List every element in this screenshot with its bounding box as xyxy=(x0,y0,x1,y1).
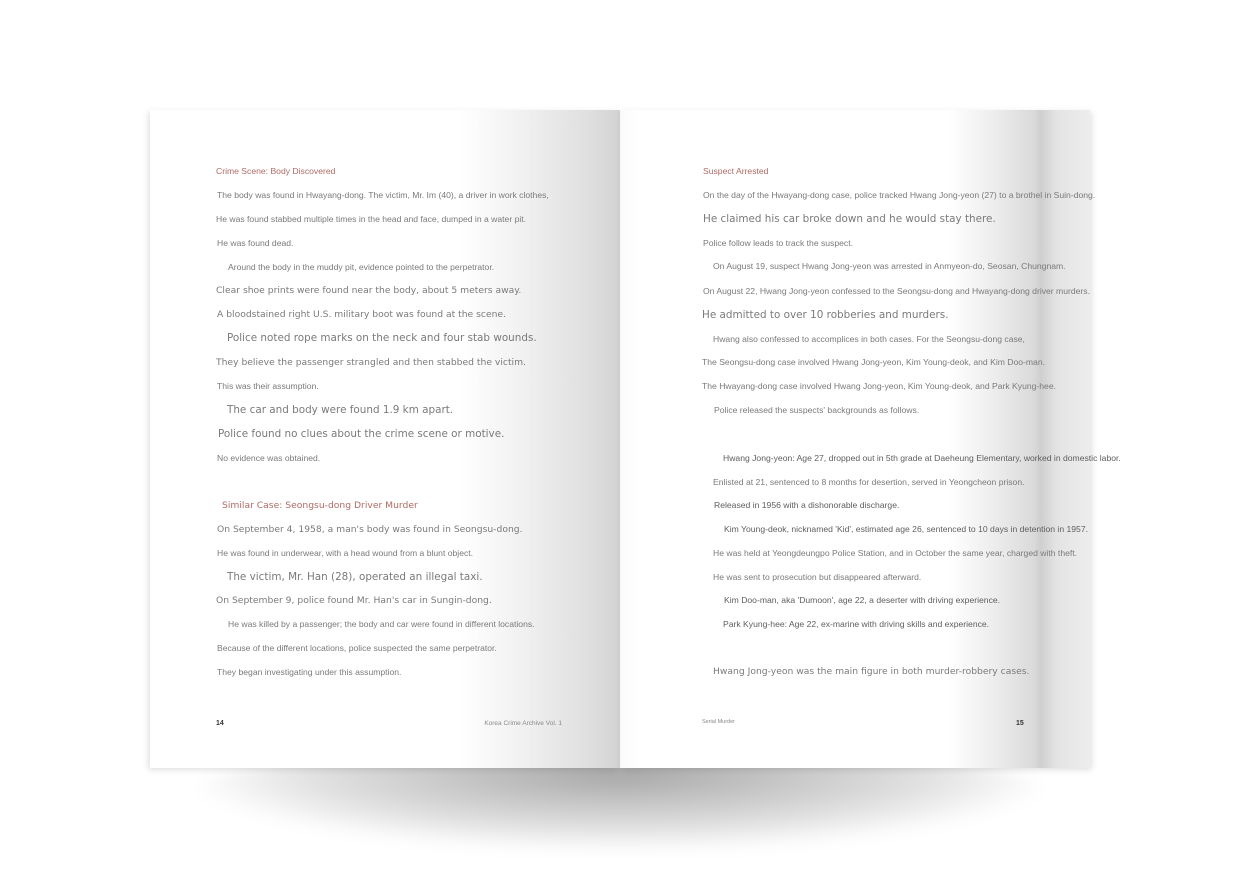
text-line: Police follow leads to track the suspect. xyxy=(703,238,853,248)
running-footer: Serial Murder xyxy=(702,719,736,725)
text-line: Kim Young-deok, nicknamed 'Kid', estimated age 26, sentenced to 10 days in detention in 1957. xyxy=(724,524,1088,534)
text-line: Hwang Jong-yeon: Age 27, dropped out in 5th grade at Daeheung Elementary, worked in domestic labor. xyxy=(723,453,1121,463)
text-line: They began investigating under this assumption. xyxy=(217,667,402,677)
text-line: Police noted rope marks on the neck and four stab wounds. xyxy=(227,332,537,344)
text-line: The body was found in Hwayang-dong. The victim, Mr. Im (40), a driver in work clothes, xyxy=(217,190,549,200)
text-line: Police found no clues about the crime scene or motive. xyxy=(218,428,505,440)
right-page xyxy=(620,110,1121,768)
text-line: On the day of the Hwayang-dong case, police tracked Hwang Jong-yeon (27) to a brothel in Suin-dong. xyxy=(703,190,1096,200)
section-heading: Crime Scene: Body Discovered xyxy=(216,166,336,176)
text-line: He was held at Yeongdeungpo Police Station, and in October the same year, charged with theft. xyxy=(713,548,1078,558)
page-number: 14 xyxy=(216,720,224,727)
section-heading: Similar Case: Seongsu-dong Driver Murder xyxy=(222,500,418,511)
text-line: Clear shoe prints were found near the body, about 5 meters away. xyxy=(216,285,522,296)
section-heading: Suspect Arrested xyxy=(703,166,769,176)
page-number: 15 xyxy=(1016,720,1024,727)
text-line: He was found stabbed multiple times in the head and face, dumped in a water pit. xyxy=(216,214,527,224)
text-line: Kim Doo-man, aka 'Dumoon', age 22, a deserter with driving experience. xyxy=(724,595,1001,605)
text-line: He claimed his car broke down and he would stay there. xyxy=(703,213,996,225)
text-line: They believe the passenger strangled and then stabbed the victim. xyxy=(216,357,526,368)
text-line: Hwang Jong-yeon was the main figure in both murder-robbery cases. xyxy=(713,666,1030,677)
text-line: Police released the suspects' backgrounds as follows. xyxy=(714,405,920,415)
text-line: Released in 1956 with a dishonorable discharge. xyxy=(714,500,900,510)
text-line: On August 19, suspect Hwang Jong-yeon was arrested in Anmyeon-do, Seosan, Chungnam. xyxy=(713,261,1066,271)
text-line: This was their assumption. xyxy=(217,381,319,391)
text-line: Around the body in the muddy pit, evidence pointed to the perpetrator. xyxy=(228,262,495,272)
text-line: Because of the different locations, police suspected the same perpetrator. xyxy=(217,643,497,653)
text-line: The car and body were found 1.9 km apart. xyxy=(227,404,454,416)
text-line: He was found in underwear, with a head wound from a blunt object. xyxy=(217,548,474,558)
text-line: He admitted to over 10 robberies and murders. xyxy=(702,309,949,321)
text-line: He was found dead. xyxy=(217,238,294,248)
text-line: A bloodstained right U.S. military boot was found at the scene. xyxy=(217,309,507,320)
text-line: The Seongsu-dong case involved Hwang Jong-yeon, Kim Young-deok, and Kim Doo-man. xyxy=(702,357,1046,367)
text-line: He was killed by a passenger; the body and car were found in different locations. xyxy=(228,619,535,629)
left-page xyxy=(150,110,620,768)
text-line: He was sent to prosecution but disappeared afterward. xyxy=(713,572,922,582)
text-line: Hwang also confessed to accomplices in both cases. For the Seongsu-dong case, xyxy=(713,334,1025,344)
running-footer: Korea Crime Archive Vol. 1 xyxy=(484,720,562,727)
text-line: Enlisted at 21, sentenced to 8 months for desertion, served in Yeongcheon prison. xyxy=(713,477,1025,487)
text-line: No evidence was obtained. xyxy=(217,453,321,463)
text-line: Park Kyung-hee: Age 22, ex-marine with driving skills and experience. xyxy=(723,619,990,629)
text-line: On September 4, 1958, a man's body was found in Seongsu-dong. xyxy=(217,524,523,535)
text-line: On September 9, police found Mr. Han's car in Sungin-dong. xyxy=(216,595,492,606)
text-line: The Hwayang-dong case involved Hwang Jong-yeon, Kim Young-deok, and Park Kyung-hee. xyxy=(702,381,1056,391)
text-line: On August 22, Hwang Jong-yeon confessed to the Seongsu-dong and Hwayang-dong driver murders. xyxy=(703,286,1090,296)
text-line: The victim, Mr. Han (28), operated an illegal taxi. xyxy=(227,571,483,583)
